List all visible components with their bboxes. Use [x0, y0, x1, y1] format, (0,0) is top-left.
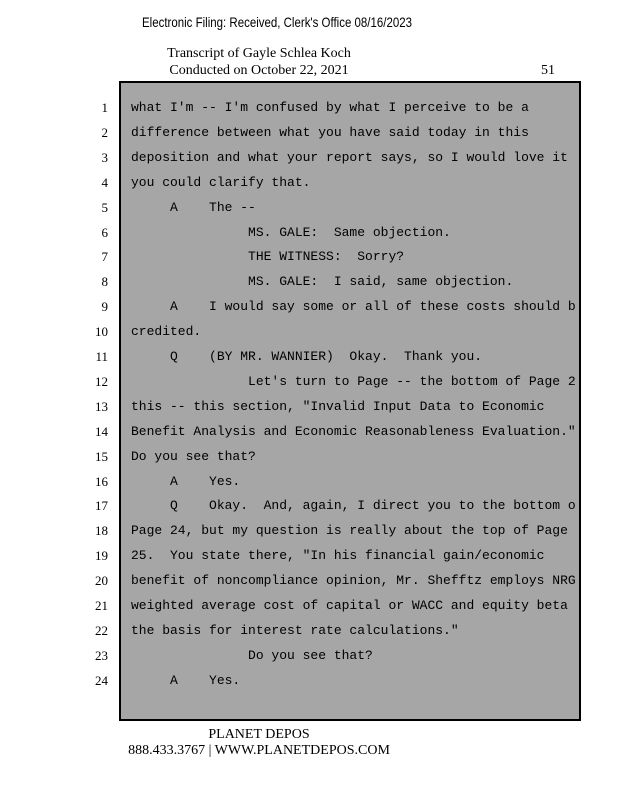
line-text: 25. You state there, "In his financial gain/economic — [131, 548, 545, 564]
filing-stamp: Electronic Filing: Received, Clerk's Office 08/16/2023 — [142, 14, 412, 30]
footer-contact: 888.433.3767 | WWW.PLANETDEPOS.COM — [128, 743, 390, 758]
line-number: 18 — [95, 523, 108, 539]
line-number: 11 — [95, 349, 108, 364]
line-number: 6 — [101, 224, 108, 240]
line-text: benefit of noncompliance opinion, Mr. Shefftz employs NRG — [131, 573, 576, 589]
line-text: Q (BY MR. WANNIER) Okay. Thank you. — [131, 349, 483, 364]
line-text: A The -- — [131, 199, 256, 215]
line-number: 10 — [95, 324, 108, 340]
line-text: A Yes. — [131, 473, 241, 489]
line-text: Do you see that? — [131, 448, 256, 464]
line-number: 12 — [95, 373, 108, 389]
line-number: 9 — [101, 299, 108, 315]
line-number: 5 — [101, 199, 108, 215]
line-number: 20 — [95, 573, 108, 589]
line-text: this -- this section, "Invalid Input Data to Economic — [131, 398, 545, 414]
line-text: Do you see that? — [131, 647, 373, 663]
line-number: 15 — [95, 448, 108, 464]
line-number: 22 — [95, 622, 108, 638]
line-number: 21 — [95, 598, 108, 613]
line-number: 24 — [95, 672, 108, 688]
transcript-title: Transcript of Gayle Schlea Koch — [167, 46, 351, 61]
line-text: MS. GALE: I said, same objection. — [131, 274, 514, 290]
line-number: 19 — [95, 548, 108, 564]
line-text: THE WITNESS: Sorry? — [131, 249, 405, 265]
transcript-date: Conducted on October 22, 2021 — [169, 63, 349, 78]
line-text: what I'm -- I'm confused by what I perceive to be a — [131, 100, 529, 115]
line-text: A I would say some or all of these costs should b — [131, 299, 576, 315]
line-number: 17 — [95, 498, 108, 514]
line-text: Benefit Analysis and Economic Reasonableness Evaluation." — [131, 423, 576, 439]
line-text: you could clarify that. — [131, 174, 311, 190]
line-text: Let's turn to Page -- the bottom of Page 2 — [131, 373, 576, 389]
line-text: Q Okay. And, again, I direct you to the bottom o — [131, 498, 576, 514]
line-text: MS. GALE: Same objection. — [131, 224, 451, 240]
line-number: 1 — [101, 100, 108, 115]
line-text: difference between what you have said today in this — [131, 124, 529, 140]
line-number: 16 — [95, 473, 108, 489]
line-text: the basis for interest rate calculations." — [131, 622, 459, 638]
line-number: 3 — [101, 149, 108, 165]
line-text: A Yes. — [131, 672, 241, 688]
line-number: 23 — [95, 647, 108, 663]
footer-company: PLANET DEPOS — [208, 727, 310, 742]
line-text: credited. — [131, 324, 202, 340]
line-text: Page 24, but my question is really about the top of Page — [131, 523, 568, 539]
line-number: 7 — [101, 249, 108, 265]
line-text: deposition and what your report says, so I would love it — [131, 149, 568, 165]
line-text: weighted average cost of capital or WACC and equity beta — [131, 598, 568, 613]
line-number: 4 — [101, 174, 108, 190]
line-number: 13 — [95, 398, 108, 414]
page-number: 51 — [541, 63, 555, 78]
line-number: 8 — [101, 274, 108, 290]
line-number: 14 — [95, 423, 108, 439]
line-number: 2 — [101, 124, 108, 140]
